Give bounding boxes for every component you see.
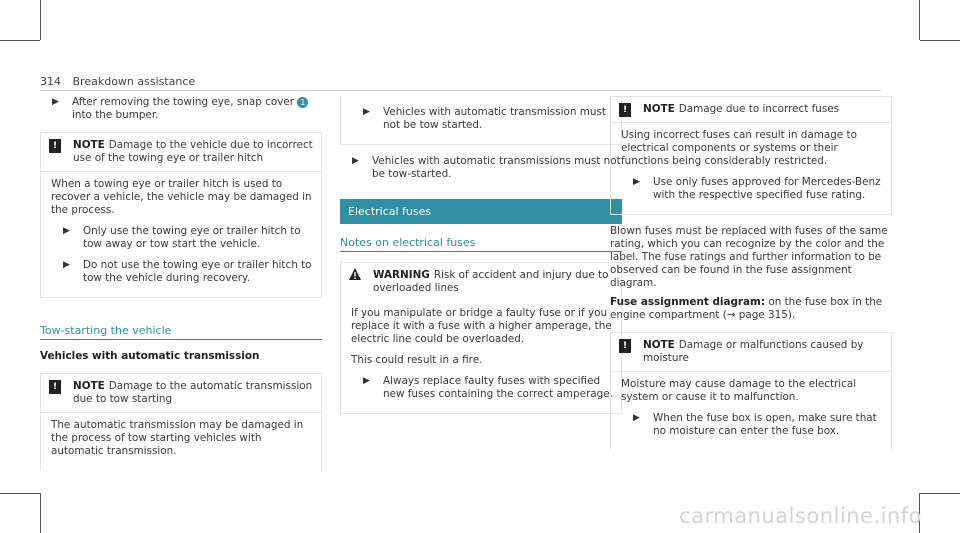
play-arrow-icon: ▶ — [633, 177, 640, 187]
section-title: Notes on electrical fuses — [340, 236, 622, 252]
step-item: ▶ Use only fuses approved for Mercedes-Benz with the respective specified fuse rating. — [633, 176, 881, 201]
note-box — [40, 132, 322, 298]
step-item: ▶ Always replace faulty fuses with specified new fuses containing the correct amperage. — [363, 375, 613, 400]
warning-body: If you manipulate or bridge a faulty fuse or if you replace it with a fuse with a higher amperage, the electric line could be overloaded. This could result in a fire. ▶ Always replace faulty fuses with specified new fuses containing the correct amperage. — [351, 307, 613, 400]
note-body: When a towing eye or trailer hitch is used to recover a vehicle, the vehicle may be damaged in the process. ▶ Only use the towing eye or trailer hitch to tow away or tow start the vehicle. ▶ Do not use the towing eye or trailer hitch to tow the vehicle during recovery. — [51, 178, 312, 284]
note-header: ! NOTE Damage to the vehicle due to incorrect use of the towing eye or trailer hitch — [41, 133, 321, 172]
paragraph: Fuse assignment diagram: on the fuse box in the engine compartment (→ page 315). — [610, 296, 883, 321]
callout-marker: 1 — [297, 97, 308, 108]
crop-mark — [40, 493, 41, 533]
crop-mark — [40, 0, 41, 40]
watermark: carmanualsonline.info — [679, 504, 922, 528]
page-number: 314 — [40, 75, 61, 88]
step-item: ▶ Do not use the towing eye or trailer hitch to tow the vehicle during recovery. — [63, 259, 312, 284]
exclamation-icon: ! — [49, 380, 61, 394]
section-banner: Electrical fuses — [340, 199, 622, 224]
exclamation-icon: ! — [49, 139, 61, 153]
play-arrow-icon: ▶ — [352, 156, 359, 166]
section-name: Breakdown assistance — [72, 75, 196, 88]
crop-mark — [920, 493, 960, 494]
warning-header: WARNING Risk of accident and injury due to overloaded lines — [341, 263, 621, 301]
exclamation-icon: ! — [619, 339, 631, 353]
paragraph: Blown fuses must be replaced with fuses of the same rating, which you can recognize by the color and the label. The fuse ratings and further information to be observed can be found in the fuse assignment diagram. — [610, 225, 888, 289]
note-body: Using incorrect fuses can result in damage to electrical components or systems or their functions being considerably restricted. ▶ Use only fuses approved for Mercedes-Benz with the respective specified fuse rating. — [611, 123, 891, 214]
step-item: ▶ Only use the towing eye or trailer hitch to tow away or tow start the vehicle. — [63, 225, 301, 250]
step-item: ▶ Vehicles with automatic transmissions must not be tow-started. — [352, 155, 621, 180]
note-body — [341, 96, 621, 144]
warning-box — [340, 262, 622, 414]
note-header: ! NOTE Damage to the automatic transmission due to tow starting — [41, 374, 321, 413]
play-arrow-icon: ▶ — [633, 413, 640, 423]
column-2 — [340, 96, 622, 420]
column-1 — [40, 96, 322, 476]
step-item: ▶ Vehicles with automatic transmission must not be tow started. — [363, 106, 606, 131]
step-item: ▶ After removing the towing eye, snap cover 1 into the bumper. — [40, 96, 322, 122]
play-arrow-icon: ▶ — [63, 226, 70, 236]
note-box — [40, 373, 322, 470]
note-box — [610, 332, 892, 450]
note-body: The automatic transmission may be damaged in the process of tow starting vehicles with automatic transmission. — [51, 419, 304, 457]
note-header: ! NOTE Damage due to incorrect fuses — [611, 97, 891, 123]
step-item: ▶ When the fuse box is open, make sure that no moisture can enter the fuse box. — [633, 412, 877, 437]
play-arrow-icon: ▶ — [363, 107, 370, 117]
page-header — [40, 75, 195, 88]
play-arrow-icon: ▶ — [63, 260, 70, 270]
note-box — [610, 96, 892, 215]
crop-mark — [919, 0, 920, 40]
crop-mark — [920, 40, 960, 41]
play-arrow-icon: ▶ — [52, 97, 59, 107]
note-body: Moisture may cause damage to the electrical system or cause it to malfunction. ▶ When the fuse box is open, make sure that no moisture can enter the fuse box. — [611, 372, 891, 450]
note-box-continued — [340, 96, 622, 145]
header-rule — [40, 90, 881, 91]
exclamation-icon: ! — [619, 103, 631, 117]
play-arrow-icon: ▶ — [363, 376, 370, 386]
column-3 — [610, 96, 892, 456]
note-header: ! NOTE Damage or malfunctions caused by moisture — [611, 333, 891, 372]
warning-triangle-icon — [348, 267, 362, 281]
crop-mark — [0, 40, 40, 41]
sub-title: Vehicles with automatic transmission — [40, 350, 260, 362]
section-title: Tow-starting the vehicle — [40, 324, 322, 340]
crop-mark — [0, 493, 40, 494]
